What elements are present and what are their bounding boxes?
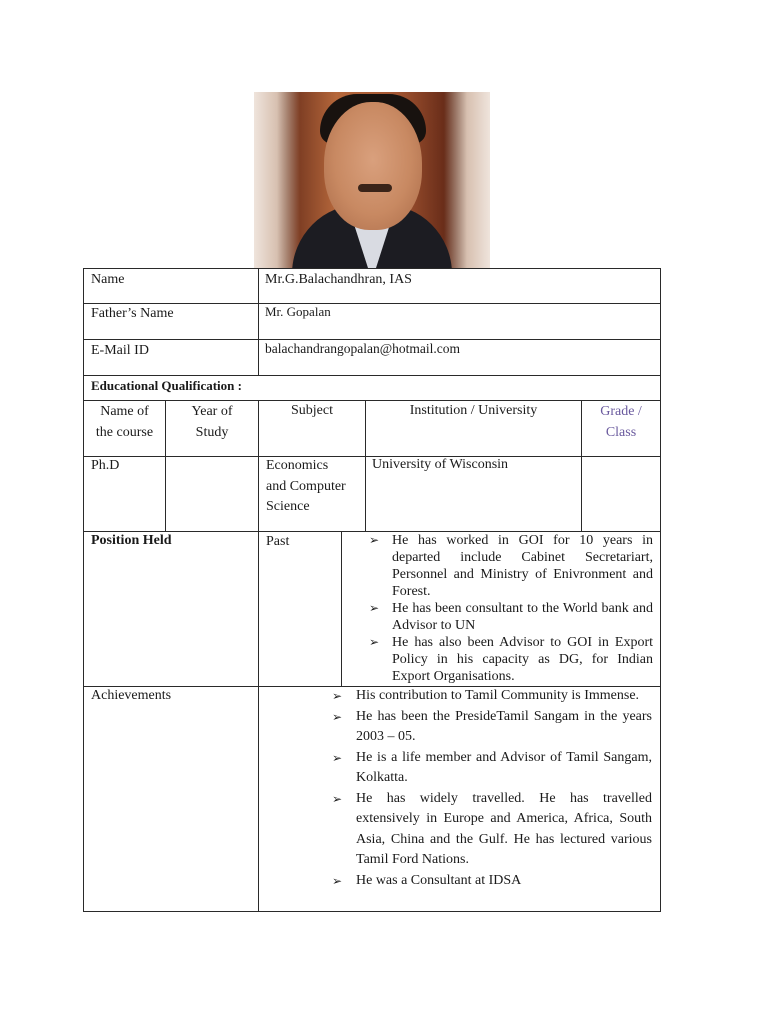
achievement-item: ➢ He has widely travelled. He has travelled extensively in Europe and America, Africa, South Asia, China and the Gulf. He has lectured various Tamil Ford Nations. (332, 790, 652, 867)
achievements-list (332, 686, 652, 891)
bullet-arrow-icon: ➢ (332, 709, 343, 724)
father-name-value: Mr. Gopalan (265, 304, 331, 319)
email-value: balachandrangopalan@hotmail.com (265, 341, 460, 356)
bullet-arrow-icon: ➢ (332, 791, 343, 806)
entry-subject (266, 456, 346, 518)
header-grade-line2: Class (605, 425, 637, 440)
education-section-label: Educational Qualification : (91, 378, 242, 393)
entry-institution: University of Wisconsin (372, 457, 509, 472)
achievements-label: Achievements (91, 688, 172, 703)
bullet-arrow-icon: ➢ (369, 635, 380, 649)
header-course-line1: Name of (100, 404, 149, 419)
bullet-arrow-icon: ➢ (369, 533, 380, 547)
entry-subject-line1: Economics (266, 458, 329, 473)
father-name-label: Father’s Name (91, 306, 174, 321)
position-list (366, 532, 653, 685)
entry-subject-line3: Science (266, 499, 310, 514)
position-item: ➢ He has also been Advisor to GOI in Export Policy in his capacity as DG, for Indian Export Organisations. (369, 635, 653, 684)
header-course (84, 401, 165, 443)
header-year (166, 401, 258, 443)
position-item: ➢ He has been consultant to the World bank and Advisor to UN (369, 601, 653, 633)
achievement-item: ➢ He is a life member and Advisor of Tamil Sangam, Kolkatta. (332, 749, 652, 785)
entry-subject-line2: and Computer (266, 478, 346, 494)
bullet-arrow-icon: ➢ (332, 750, 343, 765)
photo-moustache (358, 184, 392, 192)
photo-face (324, 102, 422, 230)
header-course-line2: the course (95, 425, 154, 440)
entry-course: Ph.D (91, 458, 120, 473)
position-period: Past (266, 534, 290, 549)
photo-left-blur (254, 92, 300, 268)
bullet-arrow-icon: ➢ (369, 601, 380, 615)
header-subject: Subject (291, 403, 333, 418)
position-item: ➢ He has worked in GOI for 10 years in departed include Cabinet Secretariart, Personnel and Ministry of Enivronment and Forest. (369, 533, 653, 599)
photo-right-blur (444, 92, 490, 268)
header-grade (582, 401, 660, 443)
header-institution: Institution / University (409, 403, 538, 418)
name-value: Mr.G.Balachandhran, IAS (265, 272, 412, 287)
achievement-item: ➢ He was a Consultant at IDSA (332, 871, 652, 892)
profile-photo (254, 92, 490, 268)
bullet-arrow-icon: ➢ (332, 689, 343, 703)
achievement-item: ➢ He has been the PresideTamil Sangam in the years 2003 – 05. (332, 708, 652, 744)
name-label: Name (91, 272, 125, 287)
header-year-line1: Year of (191, 404, 233, 419)
email-label: E-Mail ID (91, 343, 149, 358)
achievement-item: ➢ His contribution to Tamil Community is Immense. (332, 686, 652, 707)
header-year-line2: Study (195, 425, 229, 440)
position-label: Position Held (91, 533, 172, 548)
header-grade-line1: Grade / (600, 404, 642, 419)
bullet-arrow-icon: ➢ (332, 873, 343, 888)
